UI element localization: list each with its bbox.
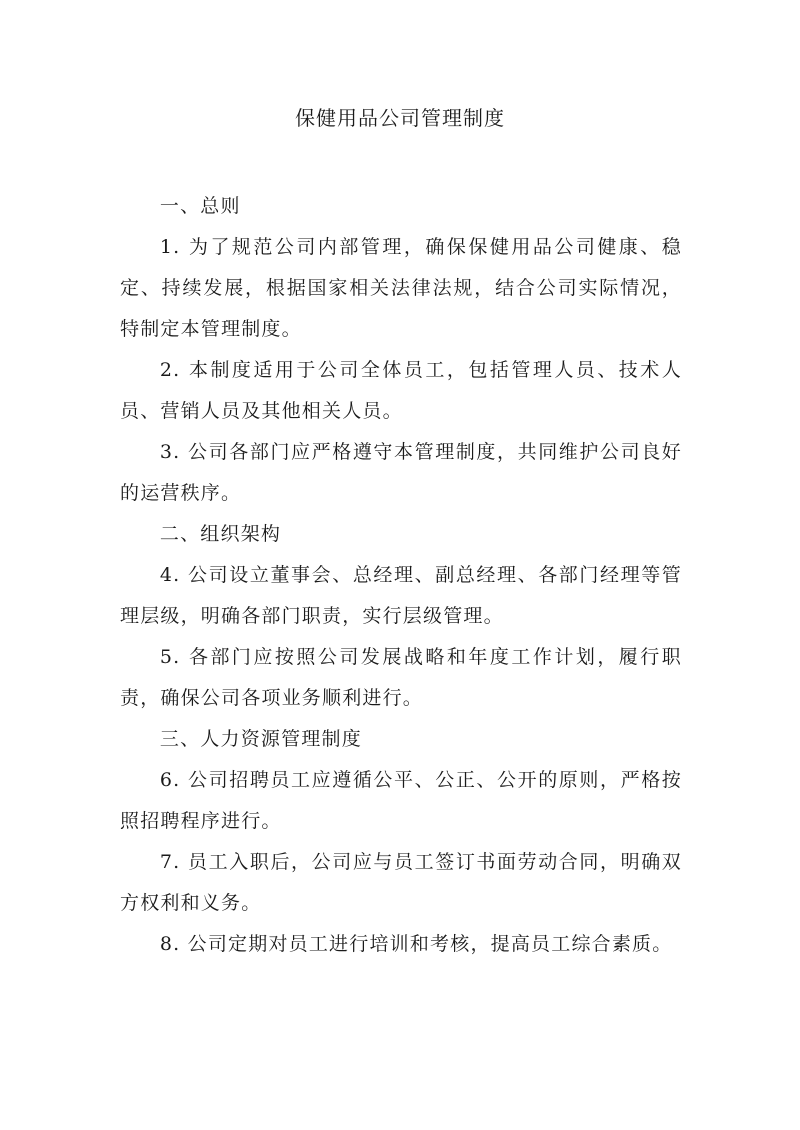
paragraph-4: 4. 公司设立董事会、总经理、副总经理、各部门经理等管理层级，明确各部门职责，实行层级管理。 xyxy=(120,564,682,627)
paragraph-8: 8. 公司定期对员工进行培训和考核，提高员工综合素质。 xyxy=(159,933,673,955)
document-body xyxy=(120,186,682,965)
section-heading-general: 一、总则 xyxy=(159,195,241,217)
section-heading-hr: 三、人力资源管理制度 xyxy=(159,728,362,750)
paragraph-6: 6. 公司招聘员工应遵循公平、公正、公开的原则，严格按照招聘程序进行。 xyxy=(120,769,682,832)
section-heading-organization: 二、组织架构 xyxy=(159,523,282,545)
paragraph-3: 3. 公司各部门应严格遵守本管理制度，共同维护公司良好的运营秩序。 xyxy=(120,441,682,504)
paragraph-5: 5. 各部门应按照公司发展战略和年度工作计划，履行职责，确保公司各项业务顺利进行。 xyxy=(120,646,682,709)
paragraph-1: 1. 为了规范公司内部管理，确保保健用品公司健康、稳定、持续发展，根据国家相关法律法规，结合公司实际情况，特制定本管理制度。 xyxy=(120,236,682,340)
paragraph-7: 7. 员工入职后，公司应与员工签订书面劳动合同，明确双方权利和义务。 xyxy=(120,851,682,914)
paragraph-2: 2. 本制度适用于公司全体员工，包括管理人员、技术人员、营销人员及其他相关人员。 xyxy=(120,359,682,422)
document-title: 保健用品公司管理制度 xyxy=(295,106,505,130)
